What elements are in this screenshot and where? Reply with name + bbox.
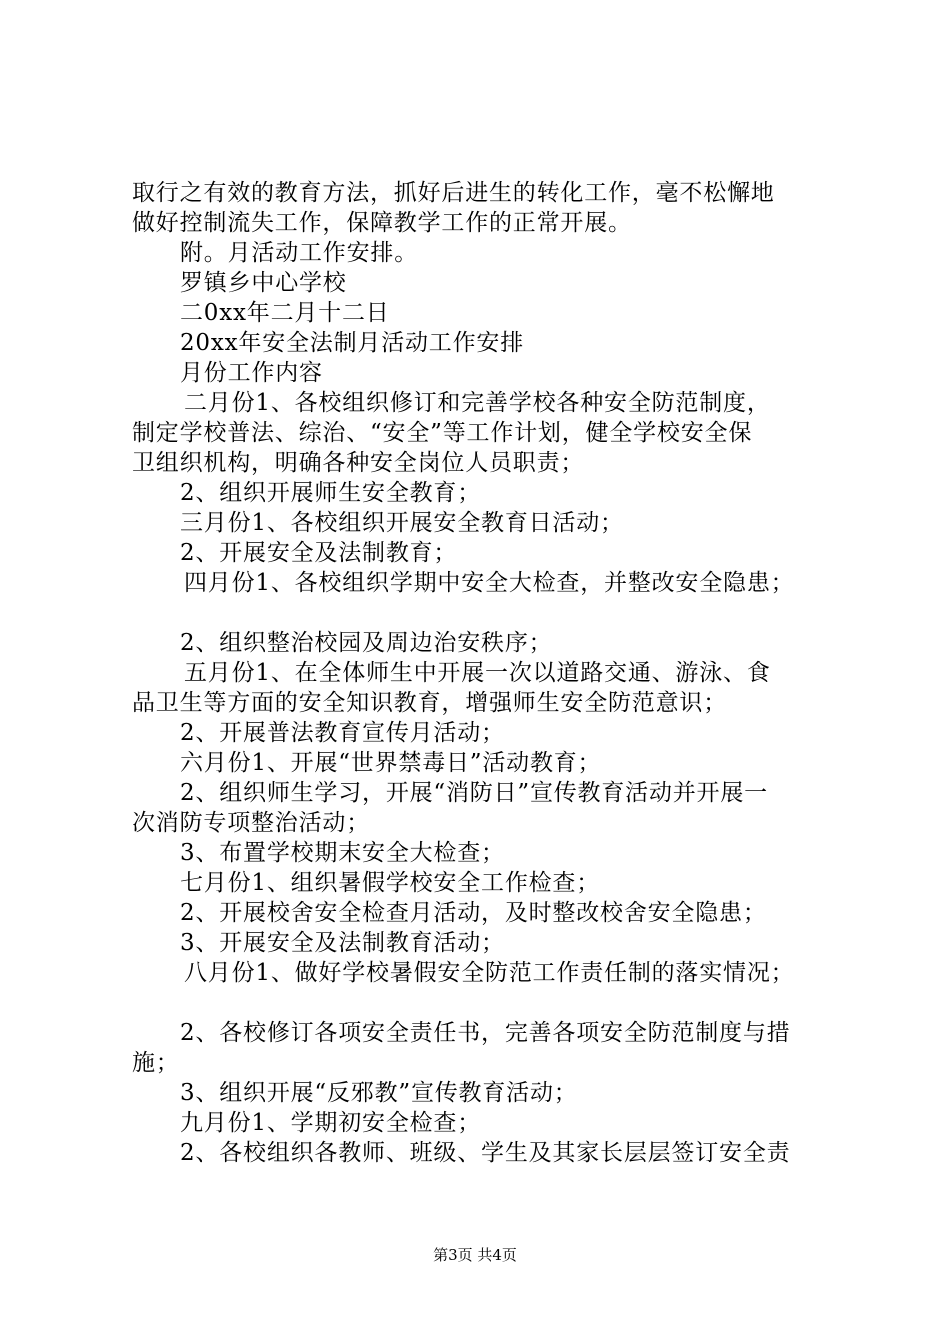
body-line: 2、组织开展师生安全教育； [180, 480, 482, 506]
body-line: 罗镇乡中心学校 [180, 270, 347, 296]
body-line: 2、开展校舍安全检查月活动，及时整改校舍安全隐患； [180, 900, 767, 926]
body-line: 七月份1、组织暑假学校安全工作检查； [180, 870, 601, 896]
body-line: 2、开展安全及法制教育； [180, 540, 458, 566]
body-line: 2、开展普法教育宣传月活动； [180, 720, 505, 746]
body-line: 六月份1、开展“世界禁毒日”活动教育； [180, 750, 602, 776]
body-line: 2、组织整治校园及周边治安秩序； [180, 630, 553, 656]
body-line: 2、各校组织各教师、班级、学生及其家长层层签订安全责 [180, 1140, 791, 1166]
body-line: 八月份1、做好学校暑假安全防范工作责任制的落实情况； [184, 960, 795, 986]
body-line: 二月份1、各校组织修订和完善学校各种安全防范制度， [184, 390, 771, 416]
body-line: 五月份1、在全体师生中开展一次以道路交通、游泳、食 [184, 660, 771, 686]
body-line: 附。月活动工作安排。 [180, 240, 418, 266]
body-line: 四月份1、各校组织学期中安全大检查，并整改安全隐患； [184, 570, 795, 596]
body-line: 2、各校修订各项安全责任书，完善各项安全防范制度与措 [180, 1020, 791, 1046]
body-line: 品卫生等方面的安全知识教育，增强师生安全防范意识； [132, 690, 727, 716]
body-line: 次消防专项整治活动； [132, 810, 370, 836]
body-line: 20xx年安全法制月活动工作安排 [180, 330, 525, 356]
body-line: 做好控制流失工作，保障教学工作的正常开展。 [132, 210, 632, 236]
body-line: 三月份1、各校组织开展安全教育日活动； [180, 510, 624, 536]
body-line: 3、组织开展“反邪教”宣传教育活动； [180, 1080, 578, 1106]
body-line: 3、布置学校期末安全大检查； [180, 840, 505, 866]
body-line: 卫组织机构，明确各种安全岗位人员职责； [132, 450, 585, 476]
body-line: 取行之有效的教育方法，抓好后进生的转化工作，毫不松懈地 [132, 180, 775, 206]
body-line: 二0xx年二月十二日 [180, 300, 390, 326]
body-line: 月份工作内容 [180, 360, 323, 386]
body-line: 3、开展安全及法制教育活动； [180, 930, 505, 956]
page-number-footer: 第3页 共4页 [433, 1246, 517, 1264]
body-line: 制定学校普法、综治、“安全”等工作计划，健全学校安全保 [132, 420, 753, 446]
body-line: 九月份1、学期初安全检查； [180, 1110, 482, 1136]
body-line: 2、组织师生学习，开展“消防日”宣传教育活动并开展一 [180, 780, 768, 806]
body-line: 施； [132, 1050, 180, 1076]
